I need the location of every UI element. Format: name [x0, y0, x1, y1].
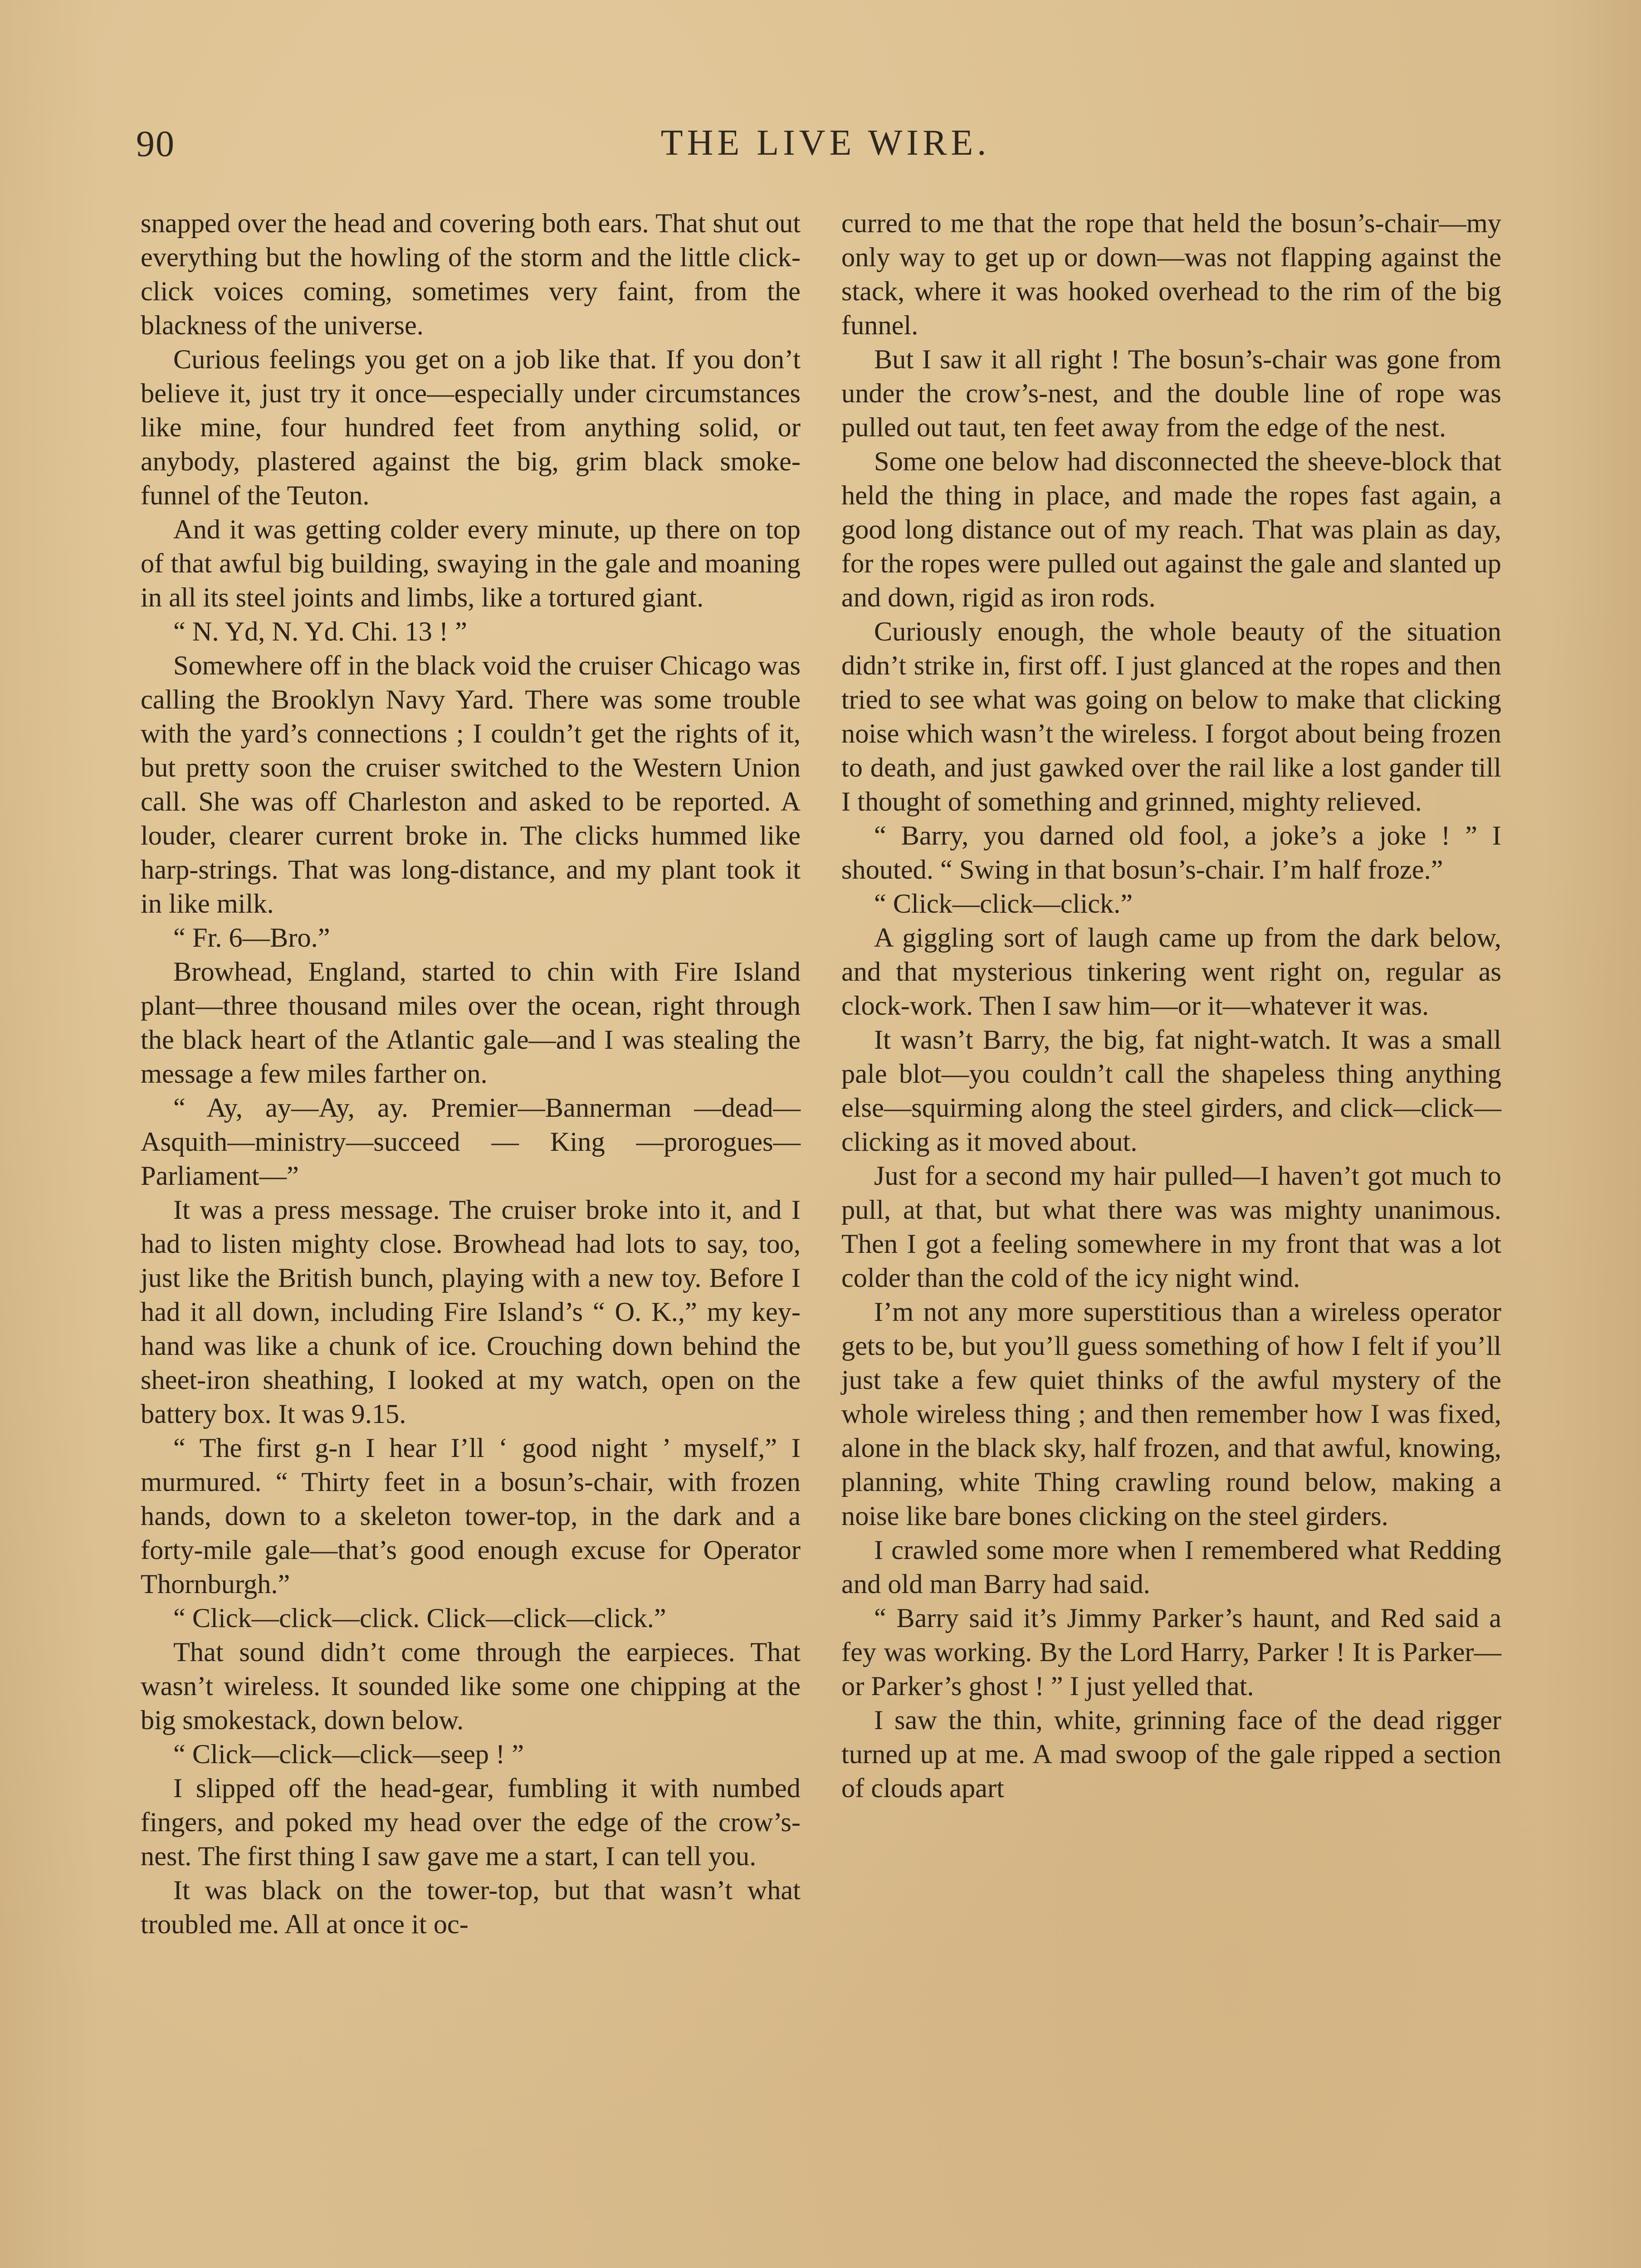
paragraph: Browhead, England, started to chin with Fire Island plant—three thousand miles over the ocean, right through the black heart of the Atlantic gale—and I was stealing the message a few miles farther on.: [141, 957, 801, 1089]
paragraph: And it was getting colder every minute, up there on top of that awful big building, swaying in the gale and moaning in all its steel joints and limbs, like a tortured giant.: [141, 514, 801, 613]
paragraph: It wasn’t Barry, the big, fat night-watch. It was a small pale blot—you couldn’t call the shapeless thing anything else—squirming along the steel girders, and click—click— clicking as it moved about.: [841, 1025, 1501, 1157]
paragraph: I crawled some more when I remembered what Redding and old man Barry had said.: [841, 1535, 1501, 1599]
page-number: 90: [136, 123, 175, 164]
paragraph: Just for a second my hair pulled—I haven’t got much to pull, at that, but what there was was mighty unanimous. Then I got a feeling somewhere in my front that was a lot colder than the cold of the icy night wind.: [841, 1161, 1501, 1293]
paragraph: Curiously enough, the whole beauty of the situation didn’t strike in, first off. I just glanced at the ropes and then tried to see what was going on below to make that clicking noise which wasn’t the wireless. I forgot about being frozen to death, and just gawked over the rail like a lost gander till I thought of something and grinned, mighty relieved.: [841, 616, 1501, 817]
paragraph: “ Barry said it’s Jimmy Parker’s haunt, and Red said a fey was working. By the Lord Harry, Parker ! It is Parker—or Parker’s ghost ! ” I just yelled that.: [841, 1603, 1501, 1701]
paragraph: It was black on the tower-top, but that wasn’t what troubled me. All at once it oc-: [141, 1875, 801, 1940]
page-header: [136, 122, 1515, 172]
paragraph: I’m not any more superstitious than a wireless operator gets to be, but you’ll guess something of how I felt if you’ll just take a few quiet thinks of the awful mystery of the whole wireless thing ; and then remember how I was fixed, alone in the black sky, half frozen, and that awful, knowing, planning, white Thing crawling round below, making a noise like bare bones clicking on the steel girders.: [841, 1297, 1501, 1531]
paragraph: Some one below had disconnected the sheeve-block that held the thing in place, and made the ropes fast again, a good long distance out of my reach. That was plain as day, for the ropes were pulled out against the gale and slanted up and down, rigid as iron rods.: [841, 446, 1501, 613]
paragraph: “ N. Yd, N. Yd. Chi. 13 ! ”: [173, 616, 467, 647]
paragraph: “ Click—click—click.”: [874, 889, 1133, 919]
paragraph: That sound didn’t come through the earpieces. That wasn’t wireless. It sounded like some one chipping at the big smokestack, down below.: [141, 1637, 801, 1735]
paragraph: Somewhere off in the black void the cruiser Chicago was calling the Brooklyn Navy Yard. There was some trouble with the yard’s connections ; I couldn’t get the rights of it, but pretty soon the cruiser switched to the Western Union call. She was off Charleston and asked to be reported. A louder, clearer current broke in. The clicks hummed like harp-strings. That was long-distance, and my plant took it in like milk.: [141, 650, 801, 919]
paragraph: “ Ay, ay—Ay, ay. Premier—Bannerman —dead—Asquith—ministry—succeed — King —prorogues—Parliament—”: [141, 1093, 801, 1191]
text-column-right: [841, 206, 1501, 2268]
paragraph: I saw the thin, white, grinning face of the dead rigger turned up at me. A mad swoop of the gale ripped a section of clouds apart: [841, 1705, 1501, 1804]
paragraph: “ Click—click—click—seep ! ”: [173, 1739, 524, 1769]
paragraph: “ The first g-n I hear I’ll ‘ good night ’ myself,” I murmured. “ Thirty feet in a bosun’s-chair, with frozen hands, down to a skeleton tower-top, in the dark and a forty-mile gale—that’s good enough excuse for Operator Thornburgh.”: [141, 1433, 801, 1599]
paragraph: “ Barry, you darned old fool, a joke’s a joke ! ” I shouted. “ Swing in that bosun’s-chair. I’m half froze.”: [841, 821, 1501, 885]
paragraph: A giggling sort of laugh came up from the dark below, and that mysterious tinkering went right on, regular as clock-work. Then I saw him—or it—whatever it was.: [841, 923, 1501, 1021]
paragraph: But I saw it all right ! The bosun’s-chair was gone from under the crow’s-nest, and the double line of rope was pulled out taut, ten feet away from the edge of the nest.: [841, 344, 1501, 443]
paragraph: I slipped off the head-gear, fumbling it with numbed fingers, and poked my head over the edge of the crow’s-nest. The first thing I saw gave me a start, I can tell you.: [141, 1773, 801, 1872]
text-column-left: [141, 206, 801, 2268]
paragraph: snapped over the head and covering both ears. That shut out everything but the howling of the storm and the little click-click voices coming, sometimes very faint, from the blackness of the universe.: [141, 208, 801, 341]
paragraph: curred to me that the rope that held the bosun’s-chair—my only way to get up or down—was not flapping against the stack, where it was hooked overhead to the rim of the big funnel.: [841, 208, 1501, 341]
paragraph: Curious feelings you get on a job like that. If you don’t believe it, just try it once—especially under circumstances like mine, four hundred feet from anything solid, or anybody, plastered against the big, grim black smoke-funnel of the Teuton.: [141, 344, 801, 511]
running-head: THE LIVE WIRE.: [660, 123, 991, 163]
paragraph: “ Click—click—click. Click—click—click.”: [173, 1603, 666, 1633]
paragraph: It was a press message. The cruiser broke into it, and I had to listen mighty close. Browhead had lots to say, too, just like the British bunch, playing with a new toy. Before I had it all down, including Fire Island’s “ O. K.,” my key-hand was like a chunk of ice. Crouching down behind the sheet-iron sheathing, I looked at my watch, open on the battery box. It was 9.15.: [141, 1195, 801, 1429]
paragraph: “ Fr. 6—Bro.”: [173, 923, 330, 953]
